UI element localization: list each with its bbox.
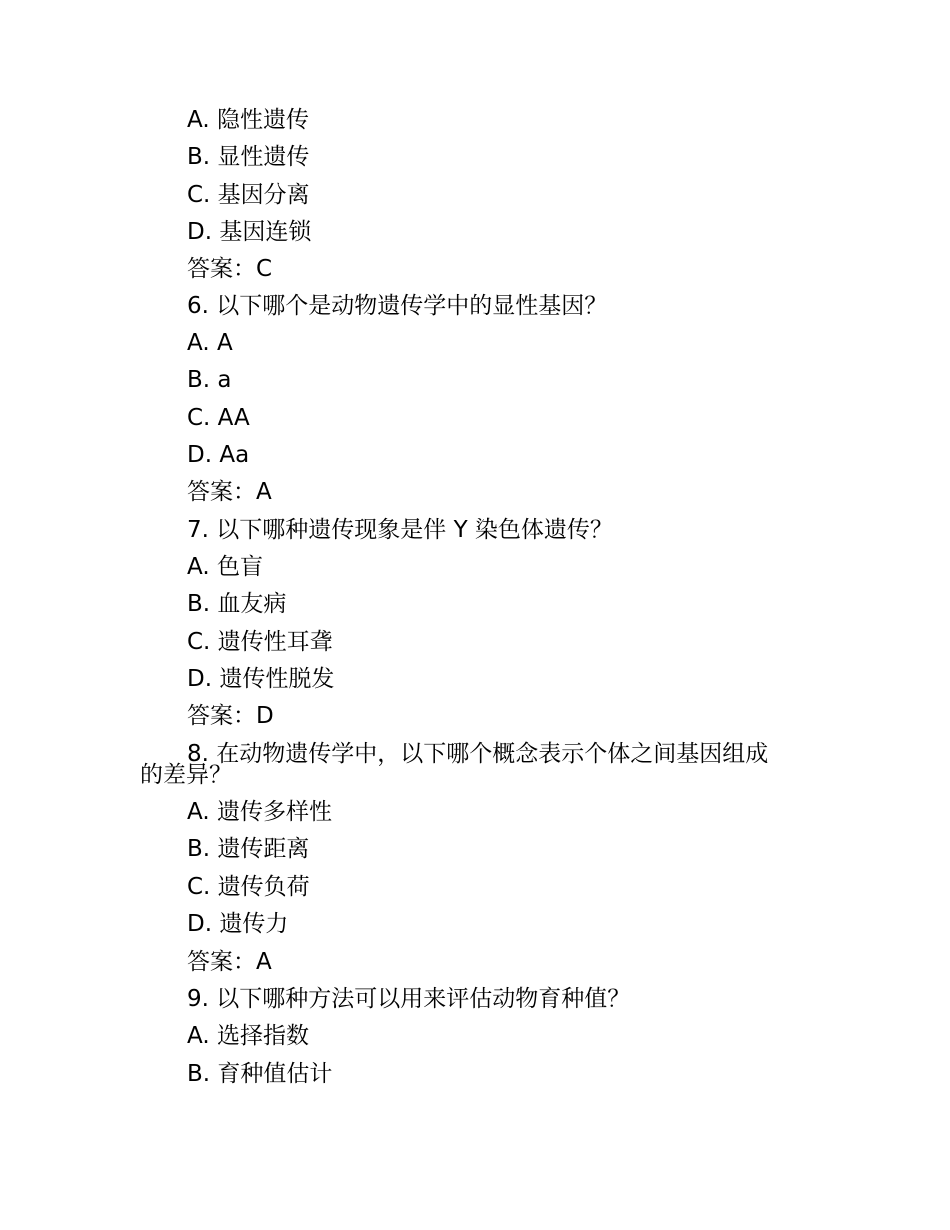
question-8-option-d: D. 遗传力 [187, 911, 289, 937]
question-7-option-c: C. 遗传性耳聋 [187, 629, 333, 655]
question-8-option-b: B. 遗传距离 [187, 836, 310, 862]
question-7: 7. 以下哪种遗传现象是伴 Y 染色体遗传？ [187, 517, 613, 543]
question-8-option-c: C. 遗传负荷 [187, 874, 310, 900]
option-c: C. 基因分离 [187, 182, 310, 208]
question-7-option-d: D. 遗传性脱发 [187, 666, 335, 692]
question-6-option-c: C. AA [187, 405, 250, 431]
answer-5: 答案：C [187, 256, 273, 282]
option-a: A. 隐性遗传 [187, 107, 309, 133]
question-8-line-1: 8. 在动物遗传学中，以下哪个概念表示个体之间基因组成 [187, 741, 769, 767]
option-b: B. 显性遗传 [187, 144, 310, 170]
option-d: D. 基因连锁 [187, 219, 312, 245]
question-9: 9. 以下哪种方法可以用来评估动物育种值？ [187, 986, 631, 1012]
question-7-option-b: B. 血友病 [187, 591, 287, 617]
answer-8: 答案：A [187, 949, 272, 975]
question-6-option-d: D. Aa [187, 442, 250, 468]
question-6-option-b: B. a [187, 367, 232, 393]
question-8-line-2: 的差异？ [140, 762, 232, 788]
question-9-option-b: B. 育种值估计 [187, 1061, 333, 1087]
question-6-option-a: A. A [187, 330, 233, 356]
question-7-option-a: A. 色盲 [187, 554, 263, 580]
answer-7: 答案：D [187, 703, 274, 729]
question-8-option-a: A. 遗传多样性 [187, 799, 332, 825]
question-9-option-a: A. 选择指数 [187, 1023, 309, 1049]
answer-6: 答案：A [187, 479, 272, 505]
question-6: 6. 以下哪个是动物遗传学中的显性基因？ [187, 293, 608, 319]
